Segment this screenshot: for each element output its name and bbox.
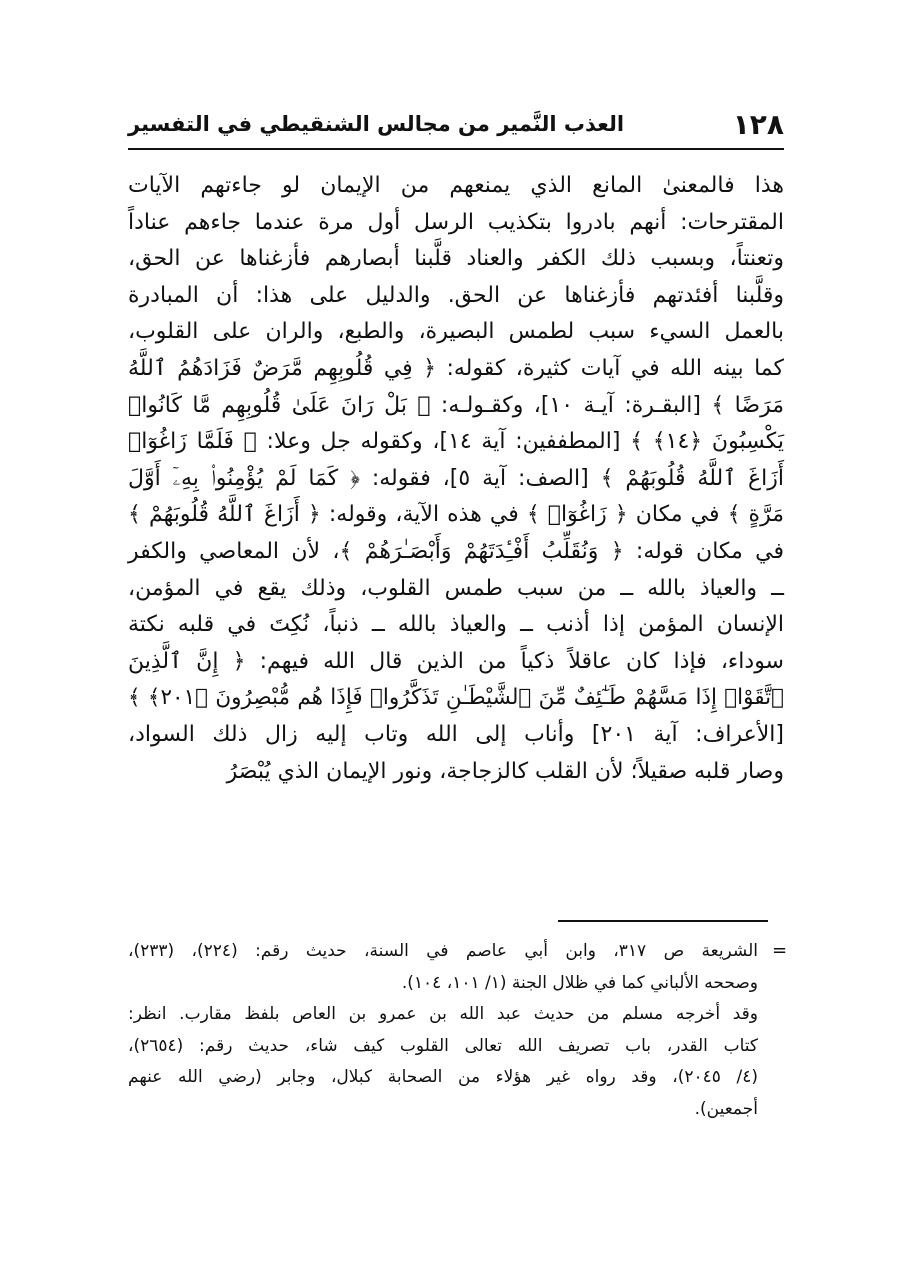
text-line: في مكان قوله: ﴿ وَنُقَلِّبُ أَفْـِٔدَتَهُمْ وَأَبْصَـٰرَهُمْ ﴾، لأن المعاصي والكفر — [128, 538, 784, 564]
footnote — [128, 936, 758, 999]
text-line: سوداء، فإذا كان عاقلاً ذكياً من الذين قال الله فيهم: ﴿ إِنَّ ٱلَّذِينَ — [128, 648, 784, 674]
text-line: [الأعراف: آية ٢٠١] وأناب إلى الله وتاب إليه زال ذلك السواد، — [128, 721, 784, 747]
text-line: مَرَّةٍ ﴾ في مكان ﴿ زَاغُوٓا۟ ﴾ في هذه الآية، وقوله: ﴿ أَزَاغَ ٱللَّهُ قُلُوبَهُمْ ﴾ — [128, 502, 784, 528]
text-line: وصار قلبه صقيلاً؛ لأن القلب كالزجاجة، ونور الإيمان الذي يُبْصَرُ — [226, 758, 784, 784]
text-line: ٱتَّقَوْا۟ إِذَا مَسَّهُمْ طَـٰٓئِفٌ مِّنَ ٱلشَّيْطَـٰنِ تَذَكَّرُوا۟ فَإِذَا هُم مُّبْصِرُونَ ﴿٢٠١﴾ ﴾ — [128, 685, 785, 711]
text-line: بالعمل السيء سبب لطمس البصيرة، والطبع، والران على القلوب، — [128, 319, 784, 345]
text-line: الإنسان المؤمن إذا أذنب ــ والعياذ بالله ــ ذنباً، نُكِتَ في قلبه نكتة — [128, 612, 784, 638]
text-line: ــ والعياذ بالله ــ من سبب طمس القلوب، وذلك يقع في المؤمن، — [128, 575, 784, 601]
footnote-line: وصححه الألباني كما في ظلال الجنة (١/ ١٠١، ١٠٤). — [401, 972, 758, 993]
text-line: يَكْسِبُونَ ﴿١٤﴾ ﴾ [المطففين: آية ١٤]، وكقوله جل وعلا: ﴿ فَلَمَّا زَاغُوٓا۟ — [128, 429, 784, 455]
header-rule — [128, 148, 784, 150]
footnote-line: (٤/ ٢٠٤٥)، وقد رواه غير هؤلاء من الصحابة كبلال، وجابر (رضي الله عنهم — [128, 1067, 759, 1087]
page-header — [128, 108, 784, 148]
text-line: أَزَاغَ ٱللَّهُ قُلُوبَهُمْ ﴾ [الصف: آية ٥]، فقوله: ﴿ كَمَا لَمْ يُؤْمِنُوا۟ بِهِۦٓ أَوَّلَ — [128, 465, 784, 491]
footnote-line: كتاب القدر، باب تصريف الله تعالى القلوب كيف شاء، حديث رقم: (٢٦٥٤)، — [128, 1035, 758, 1056]
footnote-line: الشريعة ص ٣١٧، وابن أبي عاصم في السنة، حديث رقم: (٢٢٤)، (٢٣٣)، — [128, 941, 758, 961]
text-line: وقلَّبنا أفئدتهم فأزغناها عن الحق. والدليل على هذا: أن المبادرة — [128, 282, 784, 308]
text-line: هذا فالمعنىٰ المانع الذي يمنعهم من الإيمان لو جاءتهم الآيات — [128, 173, 784, 198]
page-number: ١٢٨ — [732, 108, 784, 141]
footnote — [128, 999, 758, 1125]
text-line: المقترحات: أنهم بادروا بتكذيب الرسل أول مرة عندما جاءهم عناداً — [128, 209, 784, 235]
running-title: العذب النَّمير من مجالس الشنقيطي في التفسير — [128, 112, 625, 136]
footnote-continuation-marker: = — [772, 940, 788, 961]
footnote-separator — [558, 920, 768, 922]
footnote-line: أجمعين). — [694, 1098, 758, 1119]
text-line: وتعنتاً، وبسبب ذلك الكفر والعناد قلَّبنا أبصارهم فأزغناها عن الحق، — [128, 246, 784, 272]
text-line: كما بينه الله في آيات كثيرة، كقوله: ﴿ فِي قُلُوبِهِم مَّرَضٌ فَزَادَهُمُ ٱللَّهُ — [128, 355, 784, 381]
footnotes — [128, 936, 758, 1125]
text-line: مَرَضًا ﴾ [البقـرة: آيـة ١٠]، وكقـولـه: ﴿ بَلْ رَانَ عَلَىٰ قُلُوبِهِم مَّا كَانُوا۟ — [128, 392, 784, 418]
main-text — [128, 168, 784, 790]
footnote-line: وقد أخرجه مسلم من حديث عبد الله بن عمرو بن العاص بلفظ مقارب. انظر: — [128, 1004, 758, 1024]
